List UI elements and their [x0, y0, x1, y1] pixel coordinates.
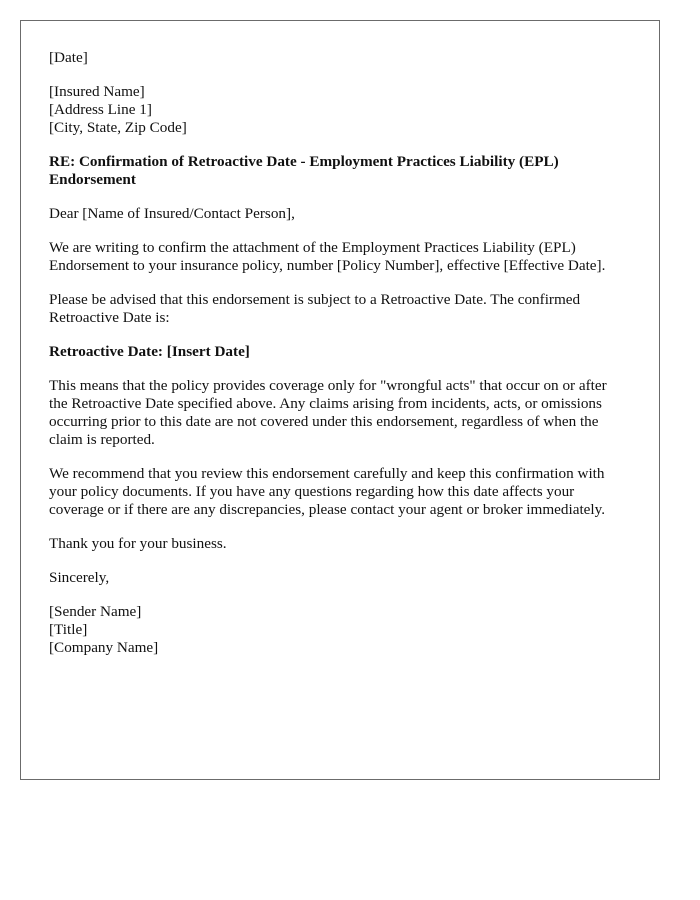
closing-thanks: Thank you for your business.	[49, 535, 227, 552]
subject-line: RE: Confirmation of Retroactive Date - Employment Practices Liability (EPL) Endorsement	[49, 153, 559, 188]
recipient-city-state-zip: [City, State, Zip Code]	[49, 119, 187, 136]
sender-title: [Title]	[49, 621, 88, 638]
salutation: Dear [Name of Insured/Contact Person],	[49, 205, 295, 222]
signature-block	[49, 603, 624, 657]
date-line	[49, 49, 624, 67]
retroactive-date-line: Retroactive Date: [Insert Date]	[49, 343, 250, 360]
recipient-name: [Insured Name]	[49, 83, 145, 100]
letter-frame	[20, 20, 660, 780]
paragraph-confirmation: We are writing to confirm the attachment of the Employment Practices Liability (EPL) Endorsement to your insurance policy, number [Policy Number], effective [Effective Date].	[49, 239, 606, 274]
paragraph-retroactive-notice: Please be advised that this endorsement is subject to a Retroactive Date. The confirmed Retroactive Date is:	[49, 291, 581, 326]
recipient-address	[49, 83, 624, 137]
sender-name: [Sender Name]	[49, 603, 142, 620]
paragraph-recommendation: We recommend that you review this endorsement carefully and keep this confirmation with your policy documents. If you have any questions regarding how this date affects your coverage or if there are any discrepancies, please contact your agent or broker immediately.	[49, 465, 606, 518]
recipient-address-line-1: [Address Line 1]	[49, 101, 152, 118]
letter-body	[49, 49, 624, 673]
company-name: [Company Name]	[49, 639, 159, 656]
date-placeholder: [Date]	[49, 49, 88, 66]
sign-off: Sincerely,	[49, 569, 110, 586]
paragraph-coverage-explanation: This means that the policy provides coverage only for "wrongful acts" that occur on or after the Retroactive Date specified above. Any claims arising from incidents, acts, or omissions occurring prior to this date are not covered under this endorsement, regardless of when the claim is reported.	[49, 377, 607, 448]
